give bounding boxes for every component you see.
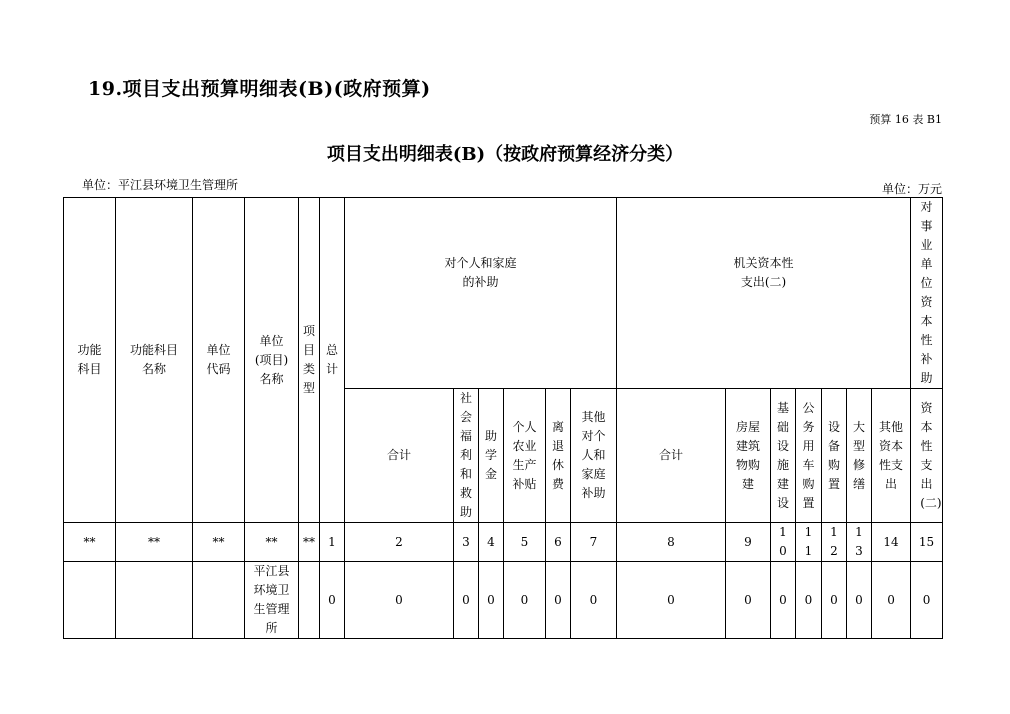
currency-unit-label: 单位：万元	[881, 182, 942, 196]
table-cell: 1	[320, 523, 345, 562]
table-cell: 0	[454, 562, 479, 639]
table-cell: 14	[872, 523, 911, 562]
header-infrastructure: 基础设施建设	[771, 389, 796, 523]
header-equipment: 设备购置	[822, 389, 847, 523]
table-cell: 0	[872, 562, 911, 639]
header-enterprise-capital-subsidy: 对事业单位资本性补助	[911, 198, 943, 389]
header-func-name: 功能科目名称	[116, 198, 193, 523]
table-number: 预算 16 表 B1	[869, 113, 942, 126]
table-cell: 4	[479, 523, 504, 562]
table-cell: 0	[796, 562, 822, 639]
header-func-code: 功能科目	[64, 198, 116, 523]
table-row	[64, 562, 943, 639]
header-unit-code: 单位代码	[193, 198, 245, 523]
table-row-index	[64, 523, 943, 562]
table-cell: 0	[345, 562, 454, 639]
header-capital-expense-2: 资本性支出(二)	[911, 389, 943, 523]
table-cell: 12	[822, 523, 847, 562]
header-capital-expense-group: 机关资本性支出(二)	[617, 198, 911, 389]
header-other-personal: 其他对个人和家庭补助	[571, 389, 617, 523]
table-cell: **	[299, 523, 320, 562]
table-cell: 3	[454, 523, 479, 562]
header-total: 总计	[320, 198, 345, 523]
table-cell: **	[245, 523, 299, 562]
table-cell: 2	[345, 523, 454, 562]
header-social-welfare: 社会福利和救助	[454, 389, 479, 523]
header-agri-subsidy: 个人农业生产补贴	[504, 389, 546, 523]
unit-label: 单位：平江县环境卫生管理所	[82, 178, 239, 192]
table-cell: 7	[571, 523, 617, 562]
table-cell: 10	[771, 523, 796, 562]
table-cell: 5	[504, 523, 546, 562]
budget-table	[63, 197, 943, 639]
header-project-type: 项目类型	[299, 198, 320, 523]
table-cell: 平江县环境卫生管理所	[245, 562, 299, 639]
header-personal-total: 合计	[345, 389, 454, 523]
header-capital-total: 合计	[617, 389, 726, 523]
table-cell: 0	[617, 562, 726, 639]
table-cell: 0	[726, 562, 771, 639]
table-cell: 6	[546, 523, 571, 562]
header-unit-name: 单位(项目)名称	[245, 198, 299, 523]
table-title: 项目支出明细表(B)（按政府预算经济分类）	[326, 144, 684, 165]
table-cell	[64, 562, 116, 639]
header-other-capital: 其他资本性支出	[872, 389, 911, 523]
header-personal-subsidy-group: 对个人和家庭的补助	[345, 198, 617, 389]
table-cell: 0	[546, 562, 571, 639]
section-title: 19.项目支出预算明细表(B)(政府预算)	[88, 78, 431, 100]
table-cell	[116, 562, 193, 639]
table-cell: 0	[479, 562, 504, 639]
table-cell: 11	[796, 523, 822, 562]
table-cell: 0	[571, 562, 617, 639]
header-building: 房屋建筑物购建	[726, 389, 771, 523]
table-cell: 13	[847, 523, 872, 562]
table-cell	[193, 562, 245, 639]
table-cell: 8	[617, 523, 726, 562]
table-cell: 0	[771, 562, 796, 639]
header-student-grant: 助学金	[479, 389, 504, 523]
table-cell: 0	[911, 562, 943, 639]
table-cell	[299, 562, 320, 639]
header-repair: 大型修缮	[847, 389, 872, 523]
table-cell: **	[116, 523, 193, 562]
table-cell: 9	[726, 523, 771, 562]
table-cell: 0	[320, 562, 345, 639]
table-cell: 0	[847, 562, 872, 639]
header-retirement: 离退休费	[546, 389, 571, 523]
table-cell: **	[64, 523, 116, 562]
header-vehicle: 公务用车购置	[796, 389, 822, 523]
table-cell: **	[193, 523, 245, 562]
table-cell: 0	[504, 562, 546, 639]
table-cell: 15	[911, 523, 943, 562]
table-cell: 0	[822, 562, 847, 639]
